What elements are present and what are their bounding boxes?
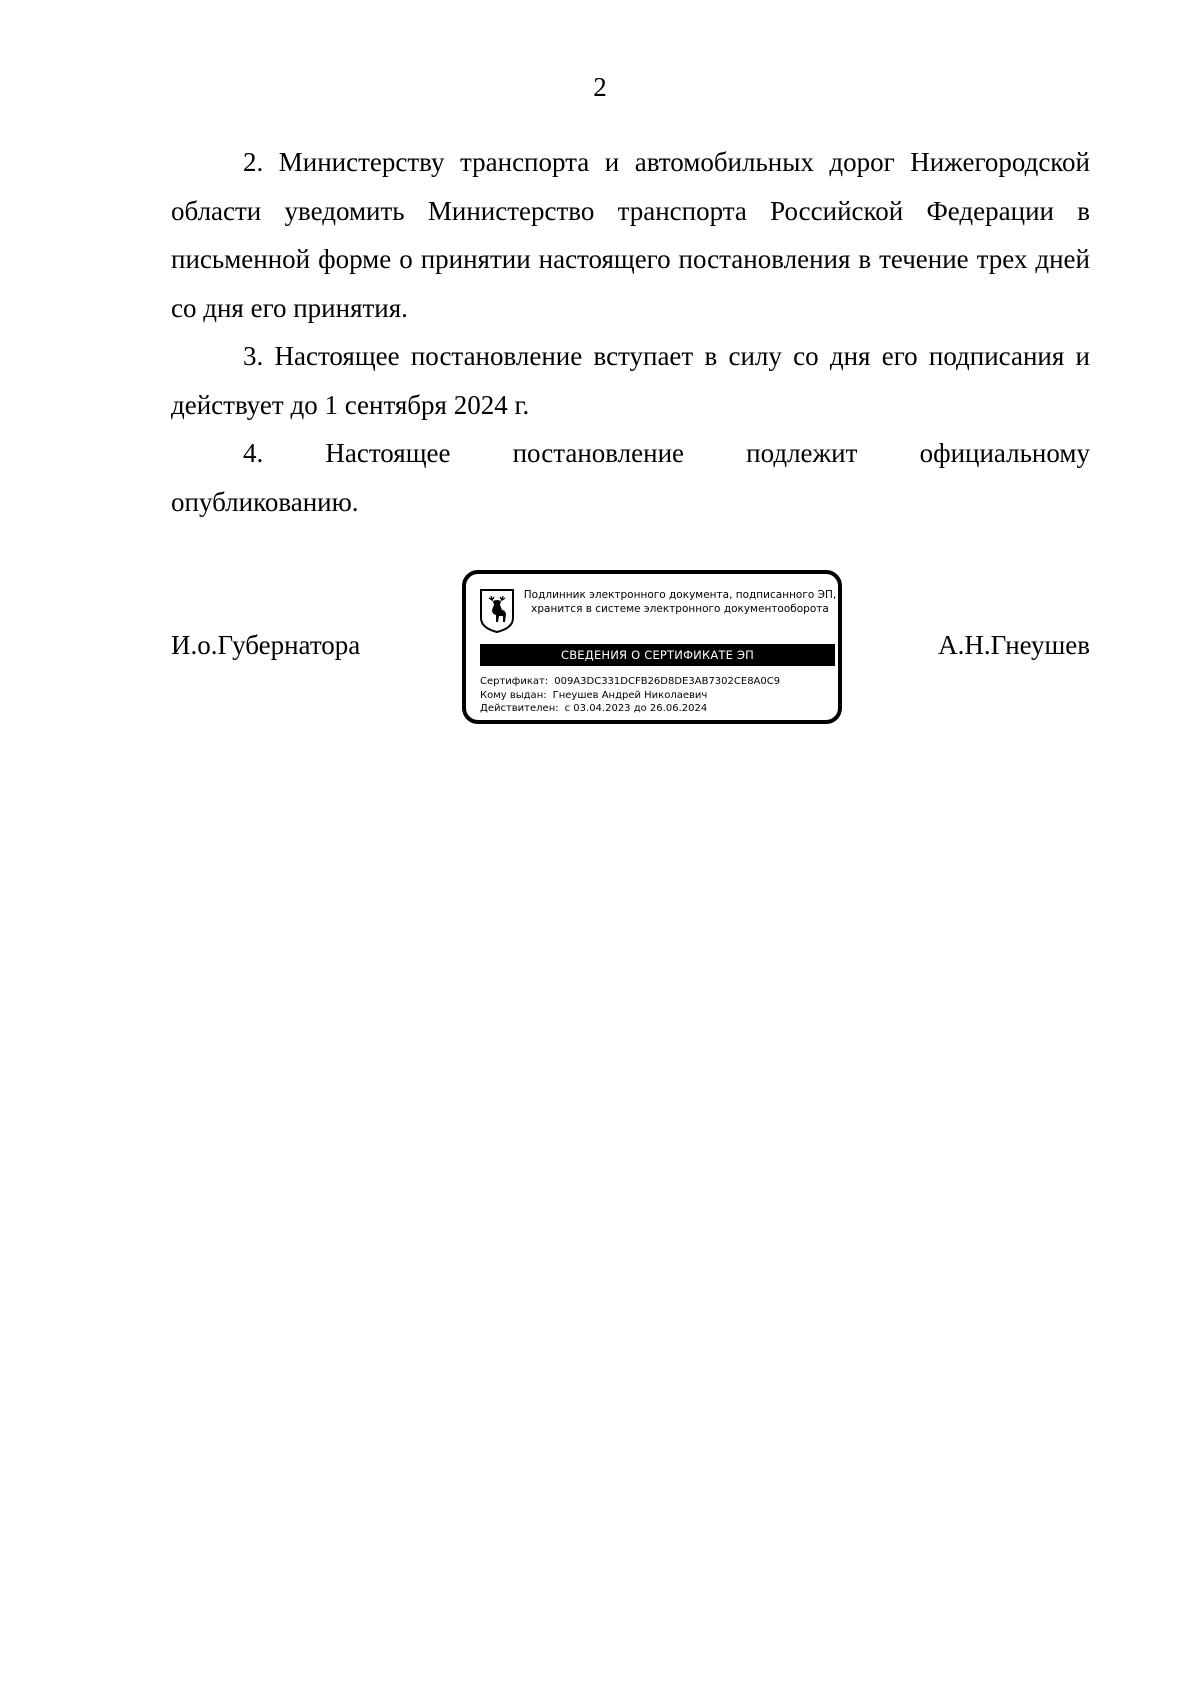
document-body	[171, 138, 1090, 526]
paragraph-4-word: 4.	[243, 438, 264, 468]
paragraph-4-word: официальному	[919, 438, 1090, 468]
paragraph-4-word: подлежит	[746, 438, 858, 468]
validity-label: Действителен:	[480, 703, 559, 714]
page-number: 2	[593, 72, 607, 102]
signatory-role: И.о.Губернатора	[171, 630, 361, 660]
paragraph-2: 2. Министерству транспорта и автомобильных дорог Нижегородской области уведомить Министерство транспорта Российской Федерации в письменной форме о принятии настоящего постановления в течение трех дней со дня его принятия.	[171, 147, 1090, 323]
validity-row	[480, 702, 780, 716]
stamp-header-line: Подлинник электронного документа, подписанного ЭП,	[523, 589, 837, 601]
stamp-details	[480, 675, 780, 716]
paragraph-4-word: постановление	[512, 438, 685, 468]
certificate-row	[480, 675, 780, 689]
paragraph-4-continuation: опубликованию.	[171, 486, 359, 517]
issued-to-row	[480, 689, 780, 703]
stamp-header	[522, 588, 838, 616]
signatory-name: А.Н.Гнеушев	[938, 630, 1090, 660]
certificate-value: 009A3DC331DCFB26D8DE3AB7302CE8A0C9	[554, 676, 781, 687]
stamp-title-bar: СВЕДЕНИЯ О СЕРТИФИКАТЕ ЭП	[480, 644, 835, 666]
paragraph-3: 3. Настоящее постановление вступает в силу со дня его подписания и действует до 1 сентября 2024 г.	[171, 341, 1090, 420]
issued-to-label: Кому выдан:	[480, 689, 547, 701]
validity-value: с 03.04.2023 до 26.06.2024	[564, 703, 708, 714]
paragraph-4-word: Настоящее	[325, 438, 451, 468]
stamp-header-line: хранится в системе электронного документооборота	[531, 603, 829, 615]
electronic-signature-stamp	[462, 570, 842, 724]
deer-coat-of-arms-icon	[479, 588, 515, 634]
paragraph-4-first-line	[171, 429, 1090, 478]
certificate-label: Сертификат:	[480, 676, 549, 687]
issued-to-value: Гнеушев Андрей Николаевич	[552, 689, 708, 701]
